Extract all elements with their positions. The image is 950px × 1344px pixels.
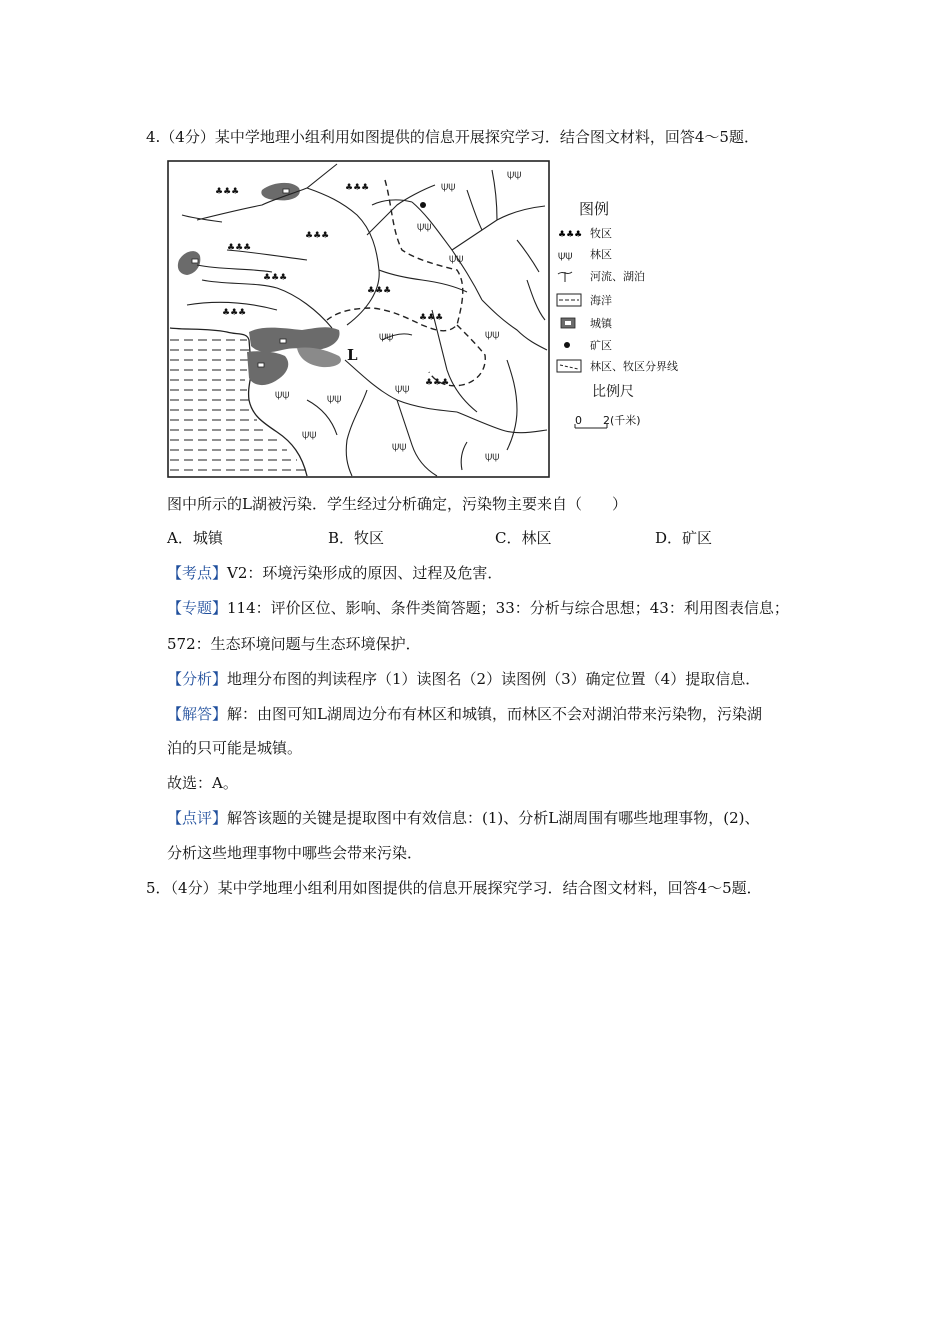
- option-b-letter: B．: [328, 529, 355, 547]
- zhuanti-line-1: [167, 598, 789, 618]
- zhuanti-tag: 【专题】: [167, 599, 228, 617]
- legend-title: 图例: [579, 200, 610, 218]
- svg-text:⍦⍦: ⍦⍦: [485, 449, 500, 463]
- svg-text:⍦⍦: ⍦⍦: [507, 167, 522, 181]
- svg-text:♣♣♣: ♣♣♣: [215, 187, 240, 197]
- legend-river-symbol: [558, 272, 572, 282]
- map-figure: [167, 160, 697, 480]
- legend-pasture-label: 牧区: [590, 227, 612, 240]
- kaodian-line: [167, 563, 502, 583]
- zhuanti-line-2: 572：生态环境问题与生态环境保护．: [167, 635, 421, 653]
- q5-header: 5．（4分）某中学地理小组利用如图提供的信息开展探究学习．结合图文材料，回答4～5题．: [146, 879, 762, 897]
- option-d-text: 矿区: [682, 529, 713, 547]
- svg-text:♣♣♣: ♣♣♣: [345, 183, 370, 193]
- svg-text:⍦⍦: ⍦⍦: [302, 427, 317, 441]
- svg-text:⍦⍦: ⍦⍦: [449, 251, 464, 265]
- svg-text:♣♣♣: ♣♣♣: [367, 286, 392, 296]
- map-frame: [168, 161, 549, 477]
- legend-town-label: 城镇: [590, 317, 612, 330]
- legend-mine-symbol: [564, 342, 570, 348]
- q4-stem: 图中所示的L湖被污染．学生经过分析确定，污染物主要来自（ ）: [167, 495, 627, 513]
- option-a-letter: A．: [167, 529, 193, 547]
- jieda-line-1: [167, 704, 762, 724]
- jieda-tag: 【解答】: [167, 705, 228, 723]
- svg-text:♣♣♣: ♣♣♣: [222, 308, 247, 318]
- dianping-text-1: 解答该题的关键是提取图中有效信息：(1)、分析L湖周围有哪些地理事物，(2)、: [227, 809, 760, 827]
- fenxi-text: 地理分布图的判读程序（1）读图名（2）读图例（3）确定位置（4）提取信息．: [227, 670, 761, 688]
- answer-line: 故选：A。: [167, 774, 238, 792]
- option-b-text: 牧区: [354, 529, 385, 547]
- dianping-tag: 【点评】: [167, 809, 228, 827]
- legend-ocean-label: 海洋: [590, 294, 612, 307]
- svg-text:⍦⍦: ⍦⍦: [379, 329, 394, 343]
- q4-header: 4.（4分）某中学地理小组利用如图提供的信息开展探究学习．结合图文材料，回答4～5题．: [146, 128, 759, 146]
- svg-text:♣♣♣: ♣♣♣: [425, 378, 450, 388]
- dianping-line-2: 分析这些地理事物中哪些会带来污染．: [167, 844, 423, 862]
- option-c-letter: C．: [495, 529, 522, 547]
- zhuanti-text-1: 114：评价区位、影响、条件类简答题；33：分析与综合思想；43：利用图表信息；: [227, 599, 789, 617]
- option-a: [167, 528, 223, 548]
- legend-town-marker: [565, 321, 571, 325]
- jieda-line-2: 泊的只可能是城镇。: [167, 739, 303, 757]
- fenxi-line: [167, 669, 760, 689]
- svg-text:⍦⍦: ⍦⍦: [485, 327, 500, 341]
- scale-right-label: 2(千米): [603, 414, 641, 427]
- legend-forest-label: 林区: [590, 248, 612, 261]
- option-c-text: 林区: [521, 529, 552, 547]
- svg-text:⍦⍦: ⍦⍦: [395, 381, 410, 395]
- option-a-text: 城镇: [192, 529, 223, 547]
- option-d-letter: D．: [655, 529, 683, 547]
- legend-river-label: 河流、湖泊: [590, 270, 645, 283]
- svg-text:⍦⍦: ⍦⍦: [327, 391, 342, 405]
- svg-text:⍦⍦: ⍦⍦: [392, 439, 407, 453]
- jieda-text-1: 解：由图可知L湖周边分布有林区和城镇，而林区不会对湖泊带来污染物，污染湖: [227, 705, 762, 723]
- svg-text:♣♣♣: ♣♣♣: [263, 273, 288, 283]
- svg-text:⍦⍦: ⍦⍦: [441, 179, 456, 193]
- svg-text:⍦⍦: ⍦⍦: [275, 387, 290, 401]
- legend-forest-symbol: ⍦⍦: [558, 248, 573, 262]
- mine-symbol: [420, 202, 426, 208]
- kaodian-tag: 【考点】: [167, 564, 228, 582]
- option-c: [495, 528, 552, 548]
- scale-left-label: 0: [575, 414, 582, 427]
- option-b: [328, 528, 384, 548]
- svg-text:♣♣♣: ♣♣♣: [227, 243, 252, 253]
- svg-text:⍦⍦: ⍦⍦: [417, 219, 432, 233]
- lake-label: L: [347, 346, 358, 364]
- fenxi-tag: 【分析】: [167, 670, 228, 688]
- map-svg: [167, 160, 697, 480]
- scale-title: 比例尺: [592, 384, 634, 400]
- option-d: [655, 528, 712, 548]
- legend-boundary-label: 林区、牧区分界线: [590, 360, 678, 373]
- legend-boundary-box: [557, 360, 581, 372]
- svg-text:♣♣♣: ♣♣♣: [419, 313, 444, 323]
- legend-mine-label: 矿区: [590, 339, 612, 352]
- map-legend: [557, 200, 678, 428]
- svg-text:♣♣♣: ♣♣♣: [305, 231, 330, 241]
- legend-pasture-symbol: ♣♣♣: [558, 230, 583, 240]
- dianping-line-1: [167, 808, 759, 828]
- kaodian-text: V2：环境污染形成的原因、过程及危害．: [227, 564, 503, 582]
